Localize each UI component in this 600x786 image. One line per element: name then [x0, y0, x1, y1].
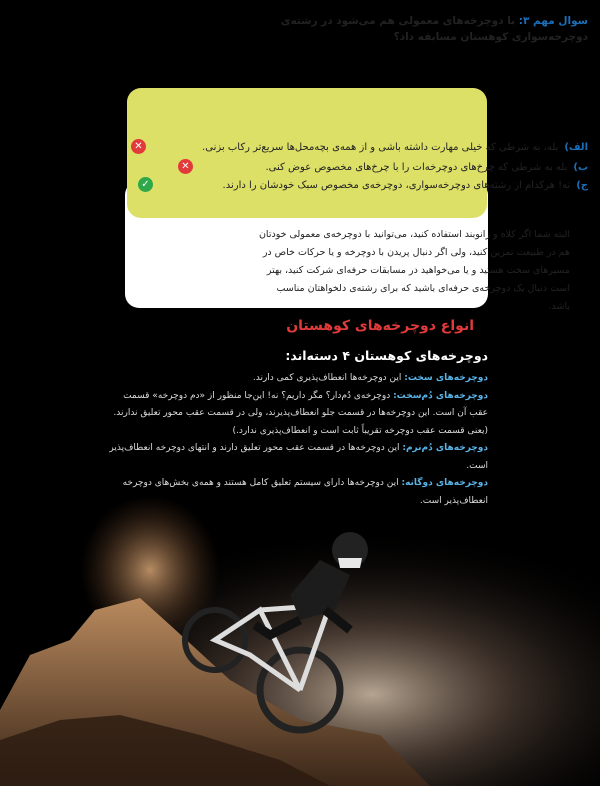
- subheading-before: دوچرخه‌های کوهستان: [354, 348, 488, 363]
- subheading-after: دسته‌اند:: [285, 348, 338, 363]
- type-text: این دوچرخه‌ها انعطاف‌پذیری کمی دارند.: [252, 373, 402, 383]
- bike-types-list: [108, 370, 488, 510]
- type-term: دوچرخه‌های دُم‌سخت:: [393, 390, 488, 401]
- list-item: [108, 440, 488, 475]
- option-a: [202, 138, 588, 156]
- mountain-biker-illustration: [0, 480, 600, 786]
- option-c-text: نه! هرکدام از رشته‌های دوچرخه‌سواری، دوچرخه‌ی مخصوص سبک خودشان را دارند.: [222, 179, 571, 191]
- list-item: [108, 475, 488, 510]
- type-text: دوچرخه‌ی دُم‌دار؟ مگر داریم؟ نه! این‌جا منظور از «دم دوچرخه» قسمت عقب آن است. این دوچرخه‌ها در قسمت جلو انعطاف‌پذیرند، ولی در قسمت عقب محور تعلیق ندارند. (یعنی قسمت عقب دوچرخه تقریباً ثابت است و انعطاف‌پذیری ندارد.): [113, 390, 488, 436]
- type-term: دوچرخه‌های دوگانه:: [401, 478, 488, 488]
- type-term: دوچرخه‌های سخت:: [404, 373, 488, 383]
- list-item: [108, 388, 488, 441]
- option-c-key: ج): [576, 179, 588, 191]
- section-title: انواع دوچرخه‌های کوهستان: [286, 318, 474, 334]
- list-item: [108, 370, 488, 388]
- type-text: این دوچرخه‌ها در قسمت عقب محور تعلیق دارند و انتهای دوچرخه انعطاف‌پذیر است.: [109, 443, 488, 471]
- question-text: با دوچرخه‌های معمولی هم می‌شود در رشته‌ی دوچرخه‌سواری کوهستان مسابقه داد؟: [280, 15, 588, 43]
- option-b: [265, 158, 588, 176]
- wrong-icon: ✕: [131, 139, 146, 154]
- type-text: این دوچرخه‌ها دارای سیستم تعلیق کامل هستند و همه‌ی بخش‌های دوچرخه انعطاف‌پذیر است.: [122, 478, 488, 506]
- option-b-text: بله به شرطی که چرخ‌های دوچرخه‌ات را با چرخ‌های مخصوص عوض کنی.: [265, 161, 568, 173]
- answer-explanation: البته شما اگر کلاه و زانوبند استفاده کنید، می‌توانید با دوچرخه‌ی معمولی خودتان هم در طبیعت تمرین کنید، ولی اگر دنبال پریدن با دوچرخه و یا حرکات خاص در مسیرهای سخت هستید و یا می‌خواهید در مسابقات حرفه‌ای شرکت کنید، بهتر است دنبال یک دوچرخه‌ی حرفه‌ای باشید که برای رشته‌ی دلخواهتان مناسب باشد.: [258, 229, 570, 312]
- option-c: [223, 176, 588, 194]
- option-b-key: ب): [573, 161, 588, 173]
- option-a-key: الف): [564, 141, 588, 153]
- subheading: [285, 348, 488, 363]
- wrong-icon: ✕: [178, 159, 193, 174]
- subheading-number: ۴: [342, 348, 350, 363]
- option-a-text: بله، به شرطی که خیلی مهارت داشته باشی و از همه‌ی بچه‌محل‌ها سریع‌تر رکاب بزنی.: [202, 141, 559, 153]
- question-title: [252, 13, 588, 45]
- type-term: دوچرخه‌های دُم‌نرم:: [402, 443, 488, 453]
- check-icon: ✓: [138, 177, 153, 192]
- question-prefix: سوال مهم ۳:: [518, 15, 588, 27]
